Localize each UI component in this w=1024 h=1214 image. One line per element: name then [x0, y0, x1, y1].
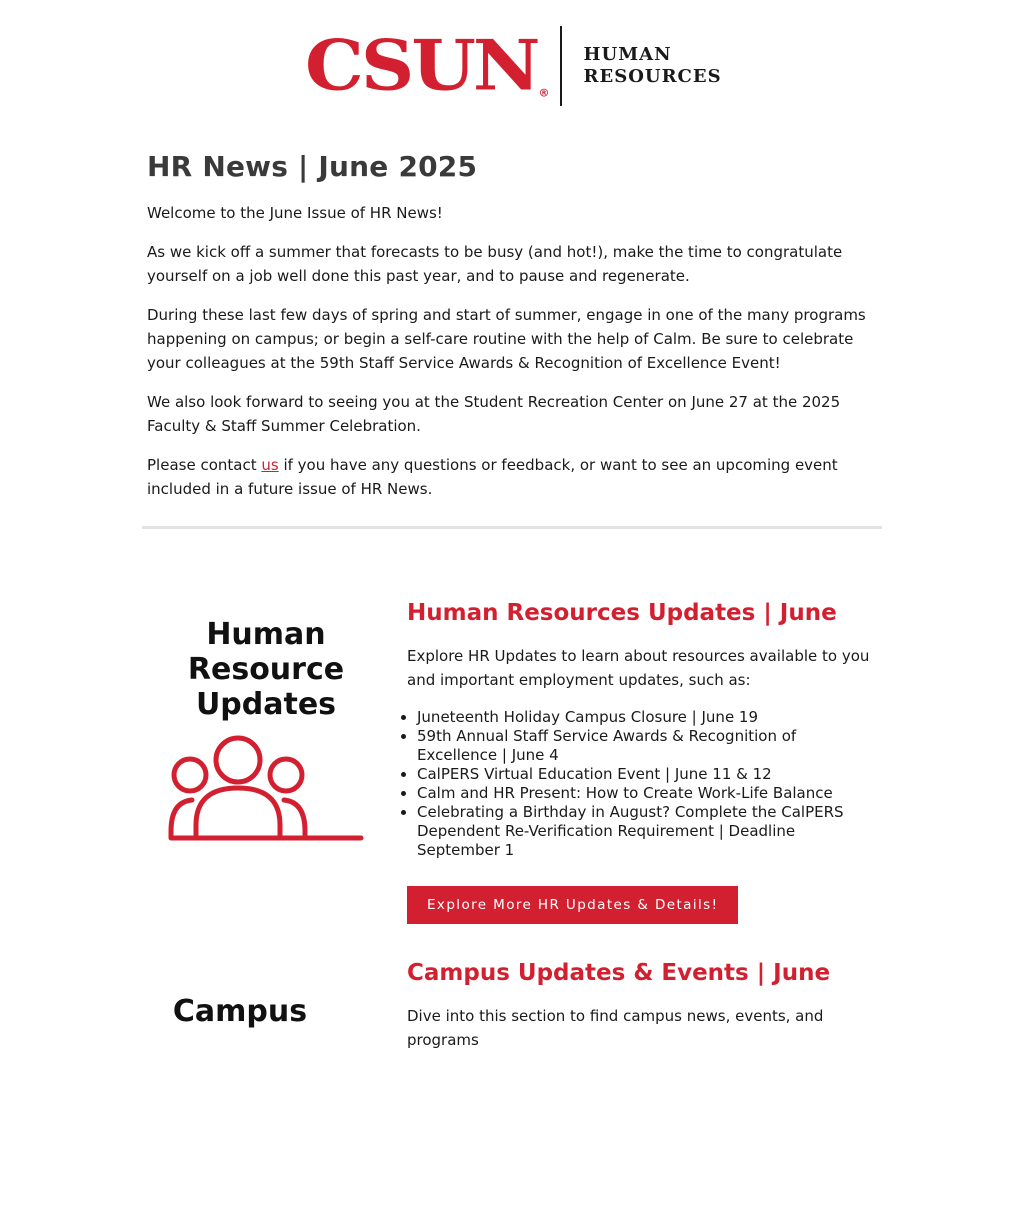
logo-department: HUMAN RESOURCES: [583, 44, 722, 87]
campus-updates-content: [407, 960, 877, 1068]
list-item: • Juneteenth Holiday Campus Closure | June 19: [417, 708, 877, 727]
list-item: • Celebrating a Birthday in August? Complete the CalPERS Dependent Re-Verification Requirement | Deadline September 1: [417, 803, 877, 860]
hr-updates-title[interactable]: Human Resources Updates | June: [407, 600, 837, 626]
campus-updates-title[interactable]: Campus Updates & Events | June: [407, 960, 831, 986]
section-divider: [142, 526, 882, 529]
thumb-text-line1: Human: [206, 617, 326, 652]
hr-updates-intro: Explore HR Updates to learn about resources available to you and important employment updates, such as:: [407, 647, 870, 689]
hr-updates-thumbnail[interactable]: [142, 600, 390, 850]
intro-paragraph-summer: As we kick off a summer that forecasts to be busy (and hot!), make the time to congratulate yourself on a job well done this past year, and to pause and regenerate.: [147, 243, 843, 285]
hr-updates-content: [407, 600, 877, 924]
hr-updates-list: [407, 708, 877, 860]
list-item: • 59th Annual Staff Service Awards & Recognition of Excellence | June 4: [417, 727, 877, 765]
list-item: • CalPERS Virtual Education Event | June 11 & 12: [417, 765, 877, 784]
campus-updates-graphic: [142, 960, 390, 1210]
intro-paragraph-contact: Please contact us if you have any questions or feedback, or want to see an upcoming event included in a future issue of HR News.: [147, 456, 838, 498]
people-group-icon: [171, 738, 361, 838]
list-item: • Calm and HR Present: How to Create Work-Life Balance: [417, 784, 877, 803]
contact-us-link[interactable]: us: [261, 456, 279, 474]
thumb-text-line3: Updates: [195, 687, 337, 722]
page-title: HR News | June 2025: [147, 150, 478, 183]
campus-updates-thumbnail[interactable]: [142, 960, 390, 1210]
hr-updates-graphic: [142, 600, 390, 850]
intro-paragraph-welcome: Welcome to the June Issue of HR News!: [147, 204, 443, 222]
thumb-text-line2: Resource: [187, 652, 345, 687]
explore-hr-updates-button[interactable]: Explore More HR Updates & Details!: [407, 886, 738, 924]
campus-updates-intro: Dive into this section to find campus news, events, and programs: [407, 1007, 824, 1049]
registered-mark: ®: [538, 87, 550, 100]
intro-paragraph-celebration: We also look forward to seeing you at the Student Recreation Center on June 27 at the 2025 Faculty & Staff Summer Celebration.: [147, 393, 841, 435]
intro-paragraph-programs: During these last few days of spring and start of summer, engage in one of the many programs happening on campus; or begin a self-care routine with the help of Calm. Be sure to celebrate your colleagues at the 59th Staff Service Awards & Recognition of Excellence Event!: [147, 306, 866, 372]
logo-divider: [560, 26, 562, 106]
logo-wordmark: CSUN ®: [305, 26, 550, 106]
intro-section: [147, 150, 882, 516]
csun-hr-logo[interactable]: [305, 24, 725, 108]
thumb-text-line1: Campus: [172, 994, 308, 1029]
